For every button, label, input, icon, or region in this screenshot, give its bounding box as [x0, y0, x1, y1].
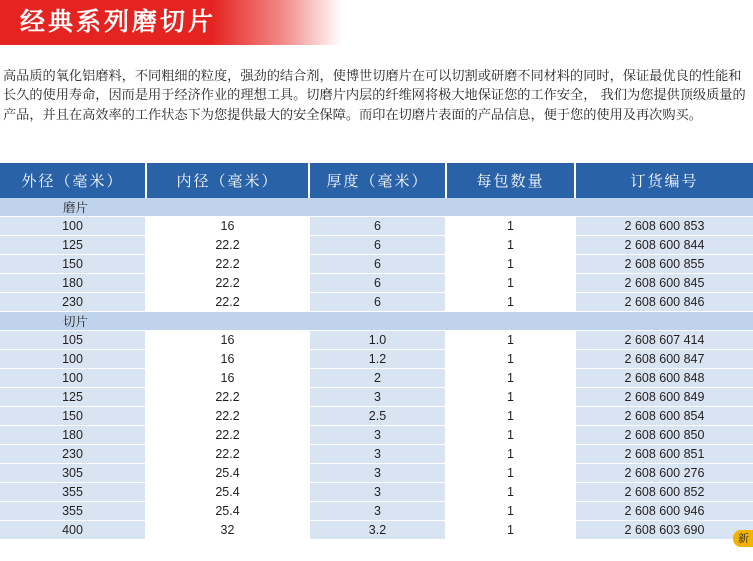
cell-outer-diameter: 125 — [0, 388, 147, 407]
cell-order-number: 2 608 600 854 — [576, 407, 753, 426]
cell-thickness: 6 — [310, 217, 447, 236]
cell-inner-diameter: 25.4 — [147, 464, 310, 483]
cell-outer-diameter: 355 — [0, 483, 147, 502]
cell-outer-diameter: 100 — [0, 350, 147, 369]
cell-outer-diameter: 230 — [0, 445, 147, 464]
cell-pack-quantity: 1 — [447, 331, 576, 350]
cell-inner-diameter: 25.4 — [147, 502, 310, 521]
cell-thickness: 6 — [310, 274, 447, 293]
cell-thickness: 1.2 — [310, 350, 447, 369]
cell-order-number: 2 608 600 853 — [576, 217, 753, 236]
table-row — [0, 293, 753, 312]
title-banner — [0, 0, 342, 45]
table-row — [0, 388, 753, 407]
cell-outer-diameter: 305 — [0, 464, 147, 483]
cell-thickness: 3.2 — [310, 521, 447, 540]
cell-order-number: 2 608 600 845 — [576, 274, 753, 293]
cell-inner-diameter: 22.2 — [147, 236, 310, 255]
table-row — [0, 331, 753, 350]
cell-pack-quantity: 1 — [447, 521, 576, 540]
table-row — [0, 274, 753, 293]
cell-inner-diameter: 16 — [147, 350, 310, 369]
cell-pack-quantity: 1 — [447, 236, 576, 255]
cell-inner-diameter: 22.2 — [147, 255, 310, 274]
cell-inner-diameter: 16 — [147, 369, 310, 388]
cell-pack-quantity: 1 — [447, 274, 576, 293]
cell-thickness: 2.5 — [310, 407, 447, 426]
table-row — [0, 464, 753, 483]
cell-inner-diameter: 22.2 — [147, 426, 310, 445]
cell-order-number: 2 608 600 850 — [576, 426, 753, 445]
cell-order-number: 2 608 600 276 — [576, 464, 753, 483]
cell-outer-diameter: 105 — [0, 331, 147, 350]
table-header-row — [0, 163, 753, 198]
cell-inner-diameter: 22.2 — [147, 293, 310, 312]
table-row — [0, 426, 753, 445]
cell-inner-diameter: 16 — [147, 217, 310, 236]
cell-thickness: 2 — [310, 369, 447, 388]
cell-pack-quantity: 1 — [447, 502, 576, 521]
cell-outer-diameter: 125 — [0, 236, 147, 255]
table-row — [0, 217, 753, 236]
cell-pack-quantity: 1 — [447, 350, 576, 369]
cell-thickness: 6 — [310, 236, 447, 255]
page-title: 经典系列磨切片 — [20, 7, 217, 36]
cell-inner-diameter: 32 — [147, 521, 310, 540]
cell-pack-quantity: 1 — [447, 426, 576, 445]
cell-order-number: 2 608 600 946 — [576, 502, 753, 521]
table-row — [0, 521, 753, 540]
cell-order-number: 2 608 600 855 — [576, 255, 753, 274]
cell-inner-diameter: 16 — [147, 331, 310, 350]
cell-thickness: 3 — [310, 483, 447, 502]
table-body — [0, 198, 753, 540]
cell-inner-diameter: 22.2 — [147, 407, 310, 426]
cell-outer-diameter: 180 — [0, 426, 147, 445]
header-outer-diameter: 外径（毫米） — [0, 163, 147, 198]
table-row — [0, 407, 753, 426]
table-row — [0, 255, 753, 274]
cell-order-number: 2 608 600 844 — [576, 236, 753, 255]
cell-order-number: 2 608 600 851 — [576, 445, 753, 464]
cell-order-number: 2 608 600 848 — [576, 369, 753, 388]
cell-pack-quantity: 1 — [447, 369, 576, 388]
cell-thickness: 6 — [310, 293, 447, 312]
cell-pack-quantity: 1 — [447, 464, 576, 483]
cell-pack-quantity: 1 — [447, 483, 576, 502]
cell-outer-diameter: 180 — [0, 274, 147, 293]
cell-outer-diameter: 400 — [0, 521, 147, 540]
table-row — [0, 236, 753, 255]
cell-pack-quantity: 1 — [447, 445, 576, 464]
cell-outer-diameter: 100 — [0, 217, 147, 236]
cell-order-number: 2 608 603 690 — [576, 521, 753, 540]
cell-outer-diameter: 355 — [0, 502, 147, 521]
cell-outer-diameter: 150 — [0, 255, 147, 274]
cell-pack-quantity: 1 — [447, 217, 576, 236]
cell-inner-diameter: 22.2 — [147, 445, 310, 464]
section-row — [0, 312, 753, 331]
header-inner-diameter: 内径（毫米） — [147, 163, 310, 198]
product-table — [0, 163, 753, 540]
cell-outer-diameter: 100 — [0, 369, 147, 388]
table-row — [0, 445, 753, 464]
header-thickness: 厚度（毫米） — [310, 163, 447, 198]
cell-order-number: 2 608 600 852 — [576, 483, 753, 502]
cell-outer-diameter: 150 — [0, 407, 147, 426]
table-row — [0, 502, 753, 521]
section-label: 切片 — [0, 312, 753, 331]
cell-inner-diameter: 25.4 — [147, 483, 310, 502]
cell-thickness: 3 — [310, 426, 447, 445]
cell-order-number: 2 608 607 414 — [576, 331, 753, 350]
cell-outer-diameter: 230 — [0, 293, 147, 312]
cell-thickness: 6 — [310, 255, 447, 274]
section-label: 磨片 — [0, 198, 753, 217]
cell-pack-quantity: 1 — [447, 388, 576, 407]
cell-inner-diameter: 22.2 — [147, 274, 310, 293]
cell-thickness: 3 — [310, 388, 447, 407]
cell-order-number: 2 608 600 846 — [576, 293, 753, 312]
cell-order-number: 2 608 600 847 — [576, 350, 753, 369]
cell-pack-quantity: 1 — [447, 293, 576, 312]
cell-pack-quantity: 1 — [447, 255, 576, 274]
table-row — [0, 483, 753, 502]
cell-thickness: 3 — [310, 464, 447, 483]
intro-paragraph: 高品质的氧化铝磨料，不同粗细的粒度，强劲的结合剂，使博世切磨片在可以切割或研磨不同材料的同时，保证最优良的性能和长久的使用寿命，因而是用于经济作业的理想工具。切磨片内层的纤维网将极大地保证您的工作安全， 我们为您提供顶级质量的产品，并且在高效率的工作状态下为您提供最大的安全保障。而印在切磨片表面的产品信息，便于您的使用及再次购买。 — [3, 69, 746, 123]
new-badge: 新 — [733, 530, 753, 547]
header-order-number: 订货编号 — [576, 163, 753, 198]
table-row — [0, 350, 753, 369]
header-pack-quantity: 每包数量 — [447, 163, 576, 198]
cell-inner-diameter: 22.2 — [147, 388, 310, 407]
cell-thickness: 1.0 — [310, 331, 447, 350]
section-row — [0, 198, 753, 217]
cell-thickness: 3 — [310, 502, 447, 521]
table-row — [0, 369, 753, 388]
cell-pack-quantity: 1 — [447, 407, 576, 426]
cell-thickness: 3 — [310, 445, 447, 464]
cell-order-number: 2 608 600 849 — [576, 388, 753, 407]
